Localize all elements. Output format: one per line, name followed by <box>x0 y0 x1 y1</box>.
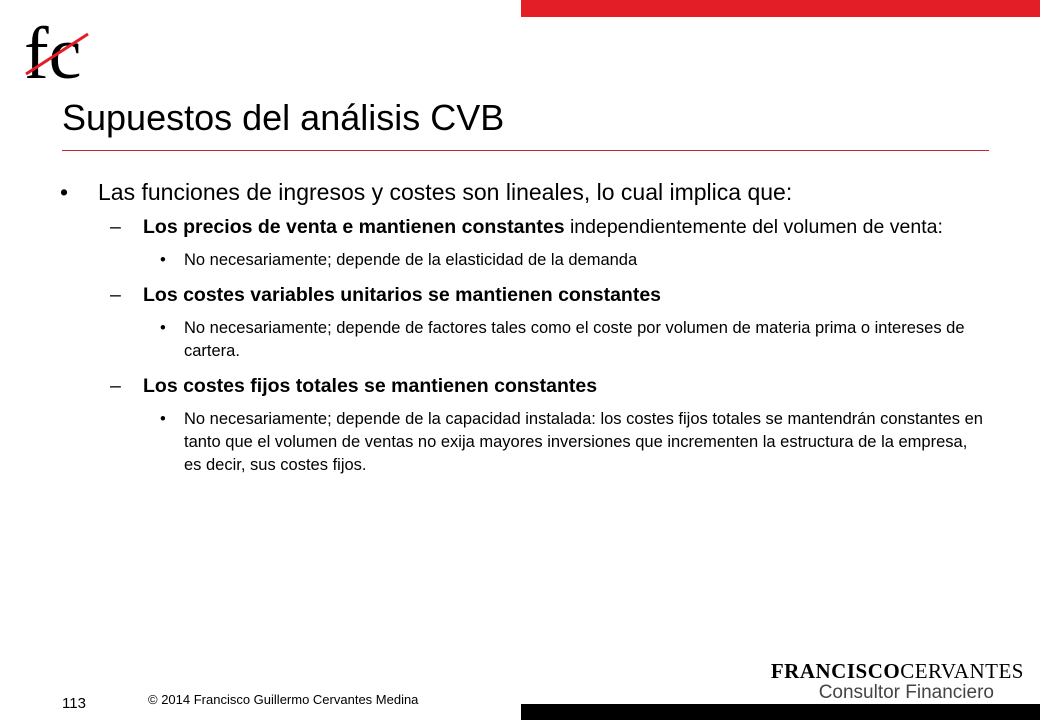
bullet-marker: • <box>60 179 69 205</box>
note-fixed-costs-text: No necesariamente; depende de la capacidad instalada: los costes fijos totales se mantendrán constantes en tanto que el volumen de ventas no exija mayores inversiones que incrementen la estructura de la empresa, es decir, sus costes fijos. <box>184 410 983 474</box>
copyright: © 2014 Francisco Guillermo Cervantes Medina <box>148 692 419 707</box>
slide-title: Supuestos del análisis CVB <box>62 97 505 138</box>
sub-point-variable-costs <box>110 282 973 309</box>
note-fixed-costs <box>160 408 984 477</box>
bullet-marker: • <box>160 410 166 428</box>
note-variable-costs-text: No necesariamente; depende de factores tales como el coste por volumen de materia prima o intereses de cartera. <box>184 319 965 360</box>
brand-second: CERVANTES <box>900 659 1024 683</box>
top-accent-bar <box>521 0 1040 17</box>
logo-text: fc <box>24 13 82 90</box>
sub-point-prices-bold: Los precios de venta e mantienen constantes <box>143 216 565 238</box>
sub-point-fixed-costs <box>110 373 973 400</box>
sub-point-prices-rest: independientemente del volumen de venta: <box>564 216 943 238</box>
slide-content <box>60 176 990 487</box>
sub-point-fixed-costs-bold: Los costes fijos totales se mantienen constantes <box>143 375 598 397</box>
note-prices-text: No necesariamente; depende de la elasticidad de la demanda <box>184 251 638 269</box>
dash-marker: – <box>110 284 121 306</box>
note-prices <box>160 249 984 272</box>
brand-logo <box>771 660 1024 704</box>
sub-point-variable-costs-bold: Los costes variables unitarios se mantienen constantes <box>143 284 662 306</box>
bullet-marker: • <box>160 251 166 269</box>
dash-marker: – <box>110 216 121 238</box>
brand-name <box>771 660 1024 682</box>
bullet-main <box>60 176 990 208</box>
brand-subtitle: Consultor Financiero <box>818 682 994 703</box>
fc-logo-mark <box>22 10 112 90</box>
title-underline <box>62 150 989 151</box>
brand-first: FRANCISCO <box>770 659 901 683</box>
sub-point-prices <box>110 214 973 241</box>
fc-logo <box>22 10 112 90</box>
dash-marker: – <box>110 375 121 397</box>
bullet-marker: • <box>160 319 166 337</box>
bullet-main-text: Las funciones de ingresos y costes son lineales, lo cual implica que: <box>98 179 793 205</box>
bottom-bar <box>521 704 1040 720</box>
page-number: 113 <box>62 695 86 712</box>
note-variable-costs <box>160 317 984 363</box>
